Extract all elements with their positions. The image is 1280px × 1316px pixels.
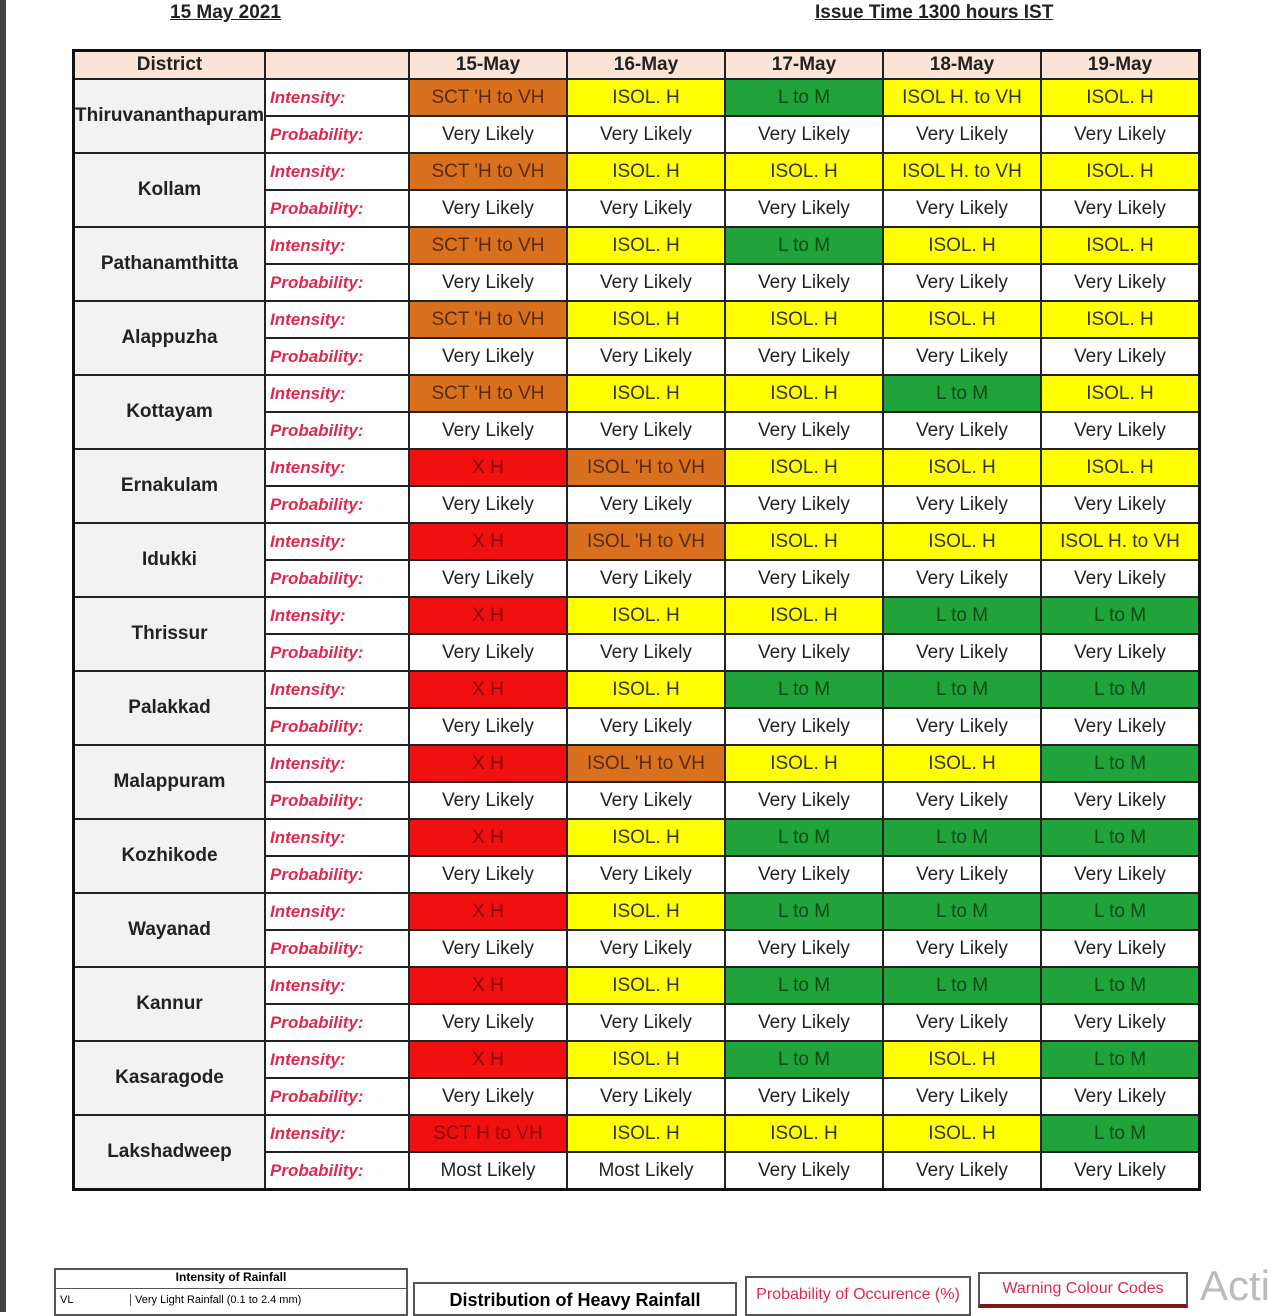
intensity-cell: ISOL. H (725, 523, 883, 560)
intensity-cell: L to M (725, 967, 883, 1004)
probability-cell: Very Likely (883, 338, 1041, 375)
intensity-cell: ISOL. H (883, 227, 1041, 264)
intensity-row (74, 1115, 1200, 1152)
day-header: 16-May (567, 51, 725, 80)
probability-cell: Very Likely (725, 412, 883, 449)
probability-label: Probability: (265, 782, 409, 819)
intensity-cell: ISOL. H (883, 523, 1041, 560)
intensity-label: Intensity: (265, 819, 409, 856)
intensity-cell: ISOL. H (567, 153, 725, 190)
intensity-row (74, 301, 1200, 338)
intensity-label: Intensity: (265, 967, 409, 1004)
intensity-cell: ISOL. H (567, 597, 725, 634)
intensity-label: Intensity: (265, 375, 409, 412)
intensity-legend-title: Intensity of Rainfall (56, 1270, 406, 1289)
probability-cell: Very Likely (725, 930, 883, 967)
intensity-row (74, 523, 1200, 560)
district-name: Kasaragode (74, 1041, 265, 1115)
probability-cell: Very Likely (1041, 190, 1200, 227)
intensity-cell: ISOL. H (725, 1115, 883, 1152)
day-header: 15-May (409, 51, 567, 80)
probability-cell: Very Likely (567, 264, 725, 301)
intensity-cell: ISOL. H (567, 1115, 725, 1152)
intensity-cell: L to M (725, 1041, 883, 1078)
intensity-cell: ISOL. H (567, 893, 725, 930)
probability-cell: Very Likely (567, 708, 725, 745)
intensity-cell: ISOL. H (883, 745, 1041, 782)
intensity-cell: ISOL. H (725, 597, 883, 634)
probability-cell: Very Likely (725, 634, 883, 671)
header-row (74, 51, 1200, 80)
intensity-cell: ISOL. H (567, 79, 725, 116)
probability-cell: Very Likely (567, 856, 725, 893)
intensity-cell: ISOL. H (567, 671, 725, 708)
intensity-legend (54, 1268, 408, 1316)
probability-cell: Very Likely (567, 412, 725, 449)
left-edge (0, 0, 6, 1312)
probability-cell: Very Likely (1041, 634, 1200, 671)
label-header (265, 51, 409, 80)
intensity-label: Intensity: (265, 671, 409, 708)
probability-cell: Very Likely (725, 708, 883, 745)
intensity-cell: ISOL. H (725, 301, 883, 338)
intensity-cell: SCT 'H to VH (409, 301, 567, 338)
probability-cell: Very Likely (409, 412, 567, 449)
probability-label: Probability: (265, 1152, 409, 1190)
probability-cell: Very Likely (725, 782, 883, 819)
probability-cell: Very Likely (1041, 264, 1200, 301)
day-header: 19-May (1041, 51, 1200, 80)
intensity-cell: ISOL. H (1041, 301, 1200, 338)
intensity-cell: ISOL. H (1041, 449, 1200, 486)
intensity-cell: X H (409, 1041, 567, 1078)
intensity-label: Intensity: (265, 1115, 409, 1152)
district-name: Alappuzha (74, 301, 265, 375)
probability-cell: Very Likely (883, 560, 1041, 597)
intensity-cell: L to M (1041, 671, 1200, 708)
intensity-label: Intensity: (265, 523, 409, 560)
intensity-cell: ISOL. H (883, 301, 1041, 338)
probability-cell: Very Likely (409, 116, 567, 153)
probability-cell: Most Likely (409, 1152, 567, 1190)
probability-cell: Very Likely (883, 782, 1041, 819)
probability-legend: Probability of Occurence (%) (745, 1276, 971, 1316)
probability-label: Probability: (265, 930, 409, 967)
distribution-legend: Distribution of Heavy Rainfall (413, 1282, 737, 1316)
probability-cell: Very Likely (409, 708, 567, 745)
probability-cell: Most Likely (567, 1152, 725, 1190)
probability-cell: Very Likely (725, 190, 883, 227)
district-name: Ernakulam (74, 449, 265, 523)
probability-cell: Very Likely (1041, 486, 1200, 523)
intensity-cell: ISOL H. to VH (883, 153, 1041, 190)
intensity-label: Intensity: (265, 227, 409, 264)
intensity-row (74, 153, 1200, 190)
intensity-cell: SCT 'H to VH (409, 227, 567, 264)
probability-cell: Very Likely (1041, 1004, 1200, 1041)
intensity-label: Intensity: (265, 153, 409, 190)
district-name: Wayanad (74, 893, 265, 967)
probability-label: Probability: (265, 1078, 409, 1115)
probability-label: Probability: (265, 486, 409, 523)
probability-cell: Very Likely (409, 1004, 567, 1041)
intensity-label: Intensity: (265, 1041, 409, 1078)
probability-cell: Very Likely (409, 190, 567, 227)
intensity-cell: L to M (883, 819, 1041, 856)
intensity-cell: L to M (725, 671, 883, 708)
probability-label: Probability: (265, 856, 409, 893)
district-name: Pathanamthitta (74, 227, 265, 301)
intensity-cell: SCT 'H to VH (409, 153, 567, 190)
intensity-row (74, 819, 1200, 856)
probability-cell: Very Likely (567, 116, 725, 153)
probability-cell: Very Likely (567, 338, 725, 375)
forecast-table (72, 49, 1201, 1191)
intensity-cell: ISOL. H (567, 967, 725, 1004)
intensity-label: Intensity: (265, 449, 409, 486)
probability-cell: Very Likely (409, 634, 567, 671)
probability-cell: Very Likely (409, 560, 567, 597)
intensity-cell: ISOL H. to VH (1041, 523, 1200, 560)
vl-code: VL (60, 1294, 74, 1306)
probability-cell: Very Likely (883, 930, 1041, 967)
intensity-cell: L to M (883, 375, 1041, 412)
district-name: Malappuram (74, 745, 265, 819)
probability-cell: Very Likely (1041, 116, 1200, 153)
probability-cell: Very Likely (567, 486, 725, 523)
intensity-cell: X H (409, 523, 567, 560)
probability-cell: Very Likely (725, 1004, 883, 1041)
probability-cell: Very Likely (567, 782, 725, 819)
intensity-cell: ISOL. H (1041, 79, 1200, 116)
district-name: Idukki (74, 523, 265, 597)
probability-cell: Very Likely (725, 264, 883, 301)
probability-cell: Very Likely (409, 930, 567, 967)
probability-cell: Very Likely (567, 634, 725, 671)
probability-label: Probability: (265, 190, 409, 227)
intensity-cell: L to M (883, 893, 1041, 930)
probability-cell: Very Likely (1041, 856, 1200, 893)
intensity-cell: L to M (725, 893, 883, 930)
probability-cell: Very Likely (883, 116, 1041, 153)
probability-cell: Very Likely (409, 856, 567, 893)
probability-cell: Very Likely (567, 1004, 725, 1041)
probability-cell: Very Likely (725, 1152, 883, 1190)
probability-cell: Very Likely (567, 190, 725, 227)
probability-cell: Very Likely (725, 856, 883, 893)
probability-cell: Very Likely (725, 338, 883, 375)
probability-cell: Very Likely (409, 264, 567, 301)
district-name: Kannur (74, 967, 265, 1041)
intensity-cell: ISOL. H (567, 227, 725, 264)
intensity-cell: L to M (1041, 967, 1200, 1004)
probability-cell: Very Likely (883, 856, 1041, 893)
intensity-row (74, 967, 1200, 1004)
probability-cell: Very Likely (883, 708, 1041, 745)
intensity-cell: ISOL. H (725, 449, 883, 486)
intensity-cell: SCT 'H to VH (409, 375, 567, 412)
intensity-row (74, 893, 1200, 930)
district-name: Kozhikode (74, 819, 265, 893)
intensity-cell: ISOL. H (725, 153, 883, 190)
intensity-label: Intensity: (265, 597, 409, 634)
intensity-label: Intensity: (265, 893, 409, 930)
intensity-cell: ISOL. H (883, 1041, 1041, 1078)
probability-cell: Very Likely (409, 782, 567, 819)
intensity-cell: ISOL. H (1041, 375, 1200, 412)
probability-cell: Very Likely (725, 116, 883, 153)
intensity-row (74, 79, 1200, 116)
intensity-row (74, 597, 1200, 634)
intensity-cell: L to M (1041, 1115, 1200, 1152)
intensity-cell: ISOL. H (725, 745, 883, 782)
probability-cell: Very Likely (567, 930, 725, 967)
intensity-cell: ISOL. H (567, 819, 725, 856)
intensity-cell: L to M (1041, 893, 1200, 930)
intensity-cell: X H (409, 967, 567, 1004)
probability-cell: Very Likely (725, 560, 883, 597)
intensity-cell: ISOL. H (567, 301, 725, 338)
probability-label: Probability: (265, 1004, 409, 1041)
district-name: Thiruvananthapuram (74, 79, 265, 153)
probability-cell: Very Likely (1041, 930, 1200, 967)
intensity-cell: ISOL. H (567, 1041, 725, 1078)
intensity-cell: X H (409, 449, 567, 486)
intensity-cell: ISOL 'H to VH (567, 449, 725, 486)
probability-cell: Very Likely (883, 1152, 1041, 1190)
intensity-label: Intensity: (265, 301, 409, 338)
probability-cell: Very Likely (409, 486, 567, 523)
probability-cell: Very Likely (883, 1078, 1041, 1115)
intensity-cell: L to M (883, 967, 1041, 1004)
probability-cell: Very Likely (725, 1078, 883, 1115)
district-name: Kottayam (74, 375, 265, 449)
probability-cell: Very Likely (1041, 1152, 1200, 1190)
intensity-row (74, 375, 1200, 412)
intensity-cell: X H (409, 597, 567, 634)
probability-cell: Very Likely (883, 486, 1041, 523)
intensity-cell: ISOL. H (725, 375, 883, 412)
intensity-cell: SCT H to VH (409, 1115, 567, 1152)
watermark: Acti (1200, 1262, 1271, 1309)
probability-cell: Very Likely (725, 486, 883, 523)
intensity-cell: SCT 'H to VH (409, 79, 567, 116)
intensity-cell: X H (409, 745, 567, 782)
intensity-row (74, 1041, 1200, 1078)
probability-label: Probability: (265, 560, 409, 597)
intensity-cell: L to M (1041, 819, 1200, 856)
vl-desc: Very Light Rainfall (0.1 to 2.4 mm) (130, 1294, 301, 1306)
probability-cell: Very Likely (567, 1078, 725, 1115)
district-name: Thrissur (74, 597, 265, 671)
intensity-cell: L to M (883, 597, 1041, 634)
probability-label: Probability: (265, 708, 409, 745)
probability-cell: Very Likely (883, 190, 1041, 227)
probability-cell: Very Likely (1041, 708, 1200, 745)
intensity-cell: X H (409, 819, 567, 856)
intensity-cell: ISOL 'H to VH (567, 523, 725, 560)
probability-cell: Very Likely (883, 264, 1041, 301)
probability-cell: Very Likely (883, 412, 1041, 449)
probability-cell: Very Likely (883, 1004, 1041, 1041)
probability-label: Probability: (265, 412, 409, 449)
district-name: Kollam (74, 153, 265, 227)
intensity-cell: L to M (725, 79, 883, 116)
day-header: 17-May (725, 51, 883, 80)
probability-label: Probability: (265, 116, 409, 153)
intensity-row (74, 227, 1200, 264)
probability-cell: Very Likely (409, 338, 567, 375)
intensity-cell: ISOL. H (567, 375, 725, 412)
intensity-cell: ISOL. H (1041, 153, 1200, 190)
probability-cell: Very Likely (1041, 782, 1200, 819)
intensity-row (74, 745, 1200, 782)
intensity-cell: X H (409, 893, 567, 930)
intensity-cell: ISOL. H (1041, 227, 1200, 264)
intensity-cell: ISOL 'H to VH (567, 745, 725, 782)
intensity-label: Intensity: (265, 79, 409, 116)
day-header: 18-May (883, 51, 1041, 80)
bulletin-date: 15 May 2021 (170, 2, 281, 23)
probability-cell: Very Likely (409, 1078, 567, 1115)
intensity-cell: L to M (725, 819, 883, 856)
district-header: District (74, 51, 265, 80)
intensity-cell: L to M (883, 671, 1041, 708)
probability-cell: Very Likely (1041, 338, 1200, 375)
probability-cell: Very Likely (883, 634, 1041, 671)
intensity-cell: X H (409, 671, 567, 708)
intensity-cell: L to M (1041, 1041, 1200, 1078)
intensity-cell: L to M (725, 227, 883, 264)
probability-label: Probability: (265, 338, 409, 375)
intensity-cell: L to M (1041, 597, 1200, 634)
probability-cell: Very Likely (567, 560, 725, 597)
district-name: Palakkad (74, 671, 265, 745)
issue-time: Issue Time 1300 hours IST (815, 2, 1054, 23)
intensity-cell: ISOL H. to VH (883, 79, 1041, 116)
intensity-row (74, 671, 1200, 708)
intensity-cell: L to M (1041, 745, 1200, 782)
district-name: Lakshadweep (74, 1115, 265, 1190)
probability-label: Probability: (265, 634, 409, 671)
probability-cell: Very Likely (1041, 1078, 1200, 1115)
intensity-row (74, 449, 1200, 486)
warning-colour-legend: Warning Colour Codes (978, 1272, 1188, 1308)
intensity-cell: ISOL. H (883, 449, 1041, 486)
probability-cell: Very Likely (1041, 560, 1200, 597)
intensity-cell: ISOL. H (883, 1115, 1041, 1152)
probability-label: Probability: (265, 264, 409, 301)
probability-cell: Very Likely (1041, 412, 1200, 449)
intensity-label: Intensity: (265, 745, 409, 782)
